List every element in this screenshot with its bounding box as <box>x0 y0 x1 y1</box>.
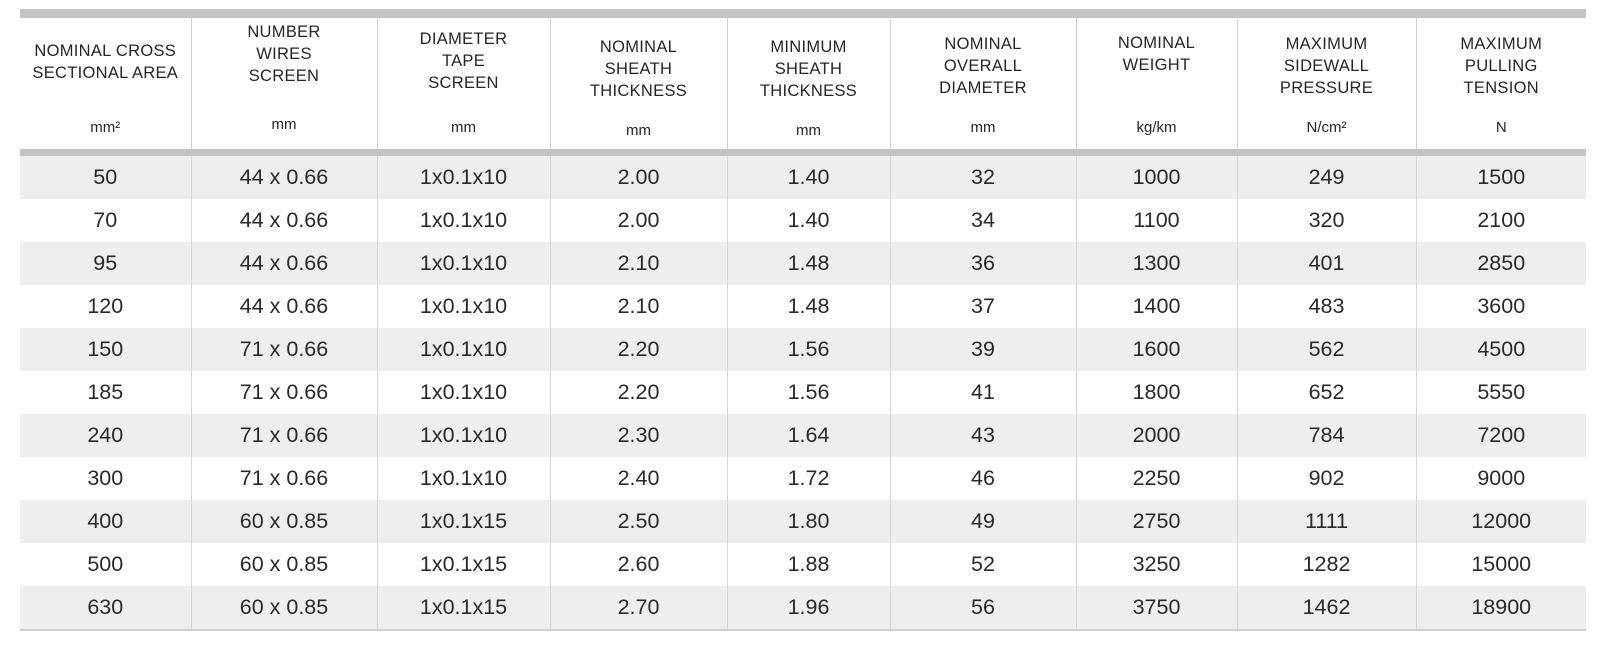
cell-min-sheath: 1.40 <box>727 156 890 199</box>
table-row <box>20 199 1586 242</box>
cell-pulling-tension: 5550 <box>1477 380 1526 404</box>
cell-nominal-sheath: 2.00 <box>550 156 727 199</box>
cell-cross-section: 120 <box>20 285 191 328</box>
cell-tape-screen: 1x0.1x10 <box>377 285 550 328</box>
header-cross-sectional-area <box>20 18 191 149</box>
cell-weight: 1600 <box>1076 328 1237 371</box>
table-header <box>20 18 1586 156</box>
cell-weight: 2250 <box>1076 457 1237 500</box>
cell-pulling-tension: 15000 <box>1471 552 1532 576</box>
cell-wires-screen: 44 x 0.66 <box>191 242 377 285</box>
header-divider <box>20 149 1586 156</box>
cell-pulling-tension: 2100 <box>1477 208 1526 232</box>
cell-overall-diameter: 56 <box>890 586 1076 629</box>
cell-pulling-tension: 3600 <box>1477 294 1526 318</box>
cell-sidewall-pressure: 249 <box>1237 156 1416 199</box>
cell-nominal-sheath: 2.00 <box>550 199 727 242</box>
cell-overall-diameter: 41 <box>890 371 1076 414</box>
header-unit: N/cm² <box>1306 119 1347 136</box>
cell-sidewall-pressure: 652 <box>1237 371 1416 414</box>
cell-cross-section: 95 <box>20 242 191 285</box>
cell-sidewall-pressure: 401 <box>1237 242 1416 285</box>
header-label: MAXIMUM SIDEWALL PRESSURE <box>1279 35 1374 97</box>
header-label: DIAMETER TAPE SCREEN <box>419 30 508 92</box>
cell-overall-diameter: 32 <box>890 156 1076 199</box>
cell-min-sheath: 1.64 <box>727 414 890 457</box>
cell-overall-diameter: 49 <box>890 500 1076 543</box>
cell-weight: 2750 <box>1076 500 1237 543</box>
cell-nominal-sheath: 2.50 <box>550 500 727 543</box>
cell-wires-screen: 44 x 0.66 <box>191 156 377 199</box>
table-row <box>20 543 1586 586</box>
header-row <box>20 18 1586 149</box>
cell-overall-diameter: 36 <box>890 242 1076 285</box>
cell-min-sheath: 1.56 <box>727 328 890 371</box>
header-max-pulling-tension <box>1416 18 1586 149</box>
header-nominal-weight <box>1076 18 1237 149</box>
cell-tape-screen: 1x0.1x15 <box>377 543 550 586</box>
cell-nominal-sheath: 2.30 <box>550 414 727 457</box>
cell-pulling-tension: 9000 <box>1477 466 1526 490</box>
cell-pulling-tension: 4500 <box>1416 328 1586 371</box>
top-rule <box>20 9 1586 18</box>
cell-cross-section: 240 <box>20 414 191 457</box>
header-unit: mm <box>451 119 476 136</box>
header-label: NUMBER WIRES SCREEN <box>247 23 321 85</box>
cell-sidewall-pressure: 1111 <box>1237 500 1416 543</box>
header-label: NOMINAL CROSS SECTIONAL AREA <box>32 42 179 82</box>
cell-sidewall-pressure: 1462 <box>1237 586 1416 629</box>
cell-weight: 3750 <box>1076 586 1237 629</box>
cable-spec-sheet <box>20 9 1586 631</box>
cell-weight: 2000 <box>1076 414 1237 457</box>
cell-sidewall-pressure: 1282 <box>1237 543 1416 586</box>
cell-sidewall-pressure: 320 <box>1237 199 1416 242</box>
cell-tape-screen: 1x0.1x10 <box>377 414 550 457</box>
cell-cross-section: 50 <box>20 156 191 199</box>
cell-min-sheath: 1.48 <box>727 285 890 328</box>
header-nominal-sheath-thickness <box>550 18 727 149</box>
table-row <box>20 586 1586 629</box>
table-row <box>20 371 1586 414</box>
cell-wires-screen: 71 x 0.66 <box>191 371 377 414</box>
header-unit: mm <box>271 116 297 133</box>
cell-wires-screen: 60 x 0.85 <box>191 543 377 586</box>
header-minimum-sheath-thickness <box>727 18 890 149</box>
header-number-wires-screen <box>191 18 377 149</box>
table-row <box>20 328 1586 371</box>
cell-wires-screen: 60 x 0.85 <box>191 500 377 543</box>
cell-overall-diameter: 46 <box>890 457 1076 500</box>
header-unit: mm <box>626 122 651 139</box>
header-unit: N <box>1495 119 1507 136</box>
cell-sidewall-pressure: 562 <box>1237 328 1416 371</box>
header-nominal-overall-diameter <box>890 18 1076 149</box>
cell-pulling-tension: 2850 <box>1416 242 1586 285</box>
cell-nominal-sheath: 2.20 <box>550 328 727 371</box>
cell-min-sheath: 1.48 <box>727 242 890 285</box>
cell-nominal-sheath: 2.20 <box>550 371 727 414</box>
header-label: MINIMUM SHEATH THICKNESS <box>759 38 858 100</box>
cell-wires-screen: 71 x 0.66 <box>191 328 377 371</box>
cell-tape-screen: 1x0.1x10 <box>377 328 550 371</box>
cell-pulling-tension: 1500 <box>1416 156 1586 199</box>
table-row <box>20 500 1586 543</box>
cell-wires-screen: 44 x 0.66 <box>191 285 377 328</box>
cell-weight: 1300 <box>1076 242 1237 285</box>
cell-min-sheath: 1.80 <box>727 500 890 543</box>
cell-pulling-tension: 12000 <box>1416 500 1586 543</box>
cell-min-sheath: 1.56 <box>727 371 890 414</box>
cell-tape-screen: 1x0.1x10 <box>377 242 550 285</box>
header-max-sidewall-pressure <box>1237 18 1416 149</box>
cell-tape-screen: 1x0.1x10 <box>377 457 550 500</box>
table-row <box>20 457 1586 500</box>
table-row <box>20 414 1586 457</box>
cell-overall-diameter: 52 <box>890 543 1076 586</box>
cell-tape-screen: 1x0.1x15 <box>377 586 550 629</box>
cell-weight: 3250 <box>1076 543 1237 586</box>
cell-overall-diameter: 39 <box>890 328 1076 371</box>
cell-weight: 1400 <box>1076 285 1237 328</box>
header-label: NOMINAL WEIGHT <box>1117 34 1196 74</box>
cell-tape-screen: 1x0.1x10 <box>377 156 550 199</box>
cell-wires-screen: 44 x 0.66 <box>191 199 377 242</box>
cell-cross-section: 400 <box>20 500 191 543</box>
header-unit: mm <box>796 122 821 139</box>
cell-weight: 1100 <box>1076 199 1237 242</box>
cell-sidewall-pressure: 784 <box>1237 414 1416 457</box>
cell-overall-diameter: 34 <box>890 199 1076 242</box>
cell-nominal-sheath: 2.70 <box>550 586 727 629</box>
header-label: NOMINAL OVERALL DIAMETER <box>939 35 1027 97</box>
header-unit: kg/km <box>1136 119 1177 136</box>
cell-nominal-sheath: 2.10 <box>550 285 727 328</box>
header-label: NOMINAL SHEATH THICKNESS <box>589 38 688 100</box>
cell-min-sheath: 1.72 <box>727 457 890 500</box>
cable-spec-table <box>20 18 1586 629</box>
cell-sidewall-pressure: 483 <box>1237 285 1416 328</box>
cell-cross-section: 500 <box>20 543 191 586</box>
cell-weight: 1000 <box>1076 156 1237 199</box>
cell-cross-section: 300 <box>20 457 191 500</box>
cell-tape-screen: 1x0.1x10 <box>377 199 550 242</box>
cell-wires-screen: 71 x 0.66 <box>191 414 377 457</box>
cell-tape-screen: 1x0.1x15 <box>377 500 550 543</box>
cell-cross-section: 185 <box>20 371 191 414</box>
table-row <box>20 242 1586 285</box>
cell-nominal-sheath: 2.10 <box>550 242 727 285</box>
cell-nominal-sheath: 2.40 <box>550 457 727 500</box>
header-diameter-tape-screen <box>377 18 550 149</box>
header-label: MAXIMUM PULLING TENSION <box>1460 35 1543 97</box>
cell-pulling-tension: 7200 <box>1416 414 1586 457</box>
cell-pulling-tension: 18900 <box>1416 586 1586 629</box>
cell-min-sheath: 1.40 <box>727 199 890 242</box>
header-unit: mm² <box>90 119 121 136</box>
header-rule <box>20 149 1586 156</box>
table-row <box>20 156 1586 199</box>
cell-cross-section: 630 <box>20 586 191 629</box>
cell-cross-section: 70 <box>20 199 191 242</box>
cell-sidewall-pressure: 902 <box>1237 457 1416 500</box>
cell-min-sheath: 1.96 <box>727 586 890 629</box>
cell-wires-screen: 60 x 0.85 <box>191 586 377 629</box>
header-unit: mm <box>970 119 996 136</box>
cell-weight: 1800 <box>1076 371 1237 414</box>
cell-cross-section: 150 <box>20 328 191 371</box>
cell-overall-diameter: 43 <box>890 414 1076 457</box>
cell-tape-screen: 1x0.1x10 <box>377 371 550 414</box>
table-row <box>20 285 1586 328</box>
bottom-rule <box>20 629 1586 631</box>
cell-nominal-sheath: 2.60 <box>550 543 727 586</box>
cell-wires-screen: 71 x 0.66 <box>191 457 377 500</box>
cell-min-sheath: 1.88 <box>727 543 890 586</box>
table-body <box>20 156 1586 629</box>
cell-overall-diameter: 37 <box>890 285 1076 328</box>
